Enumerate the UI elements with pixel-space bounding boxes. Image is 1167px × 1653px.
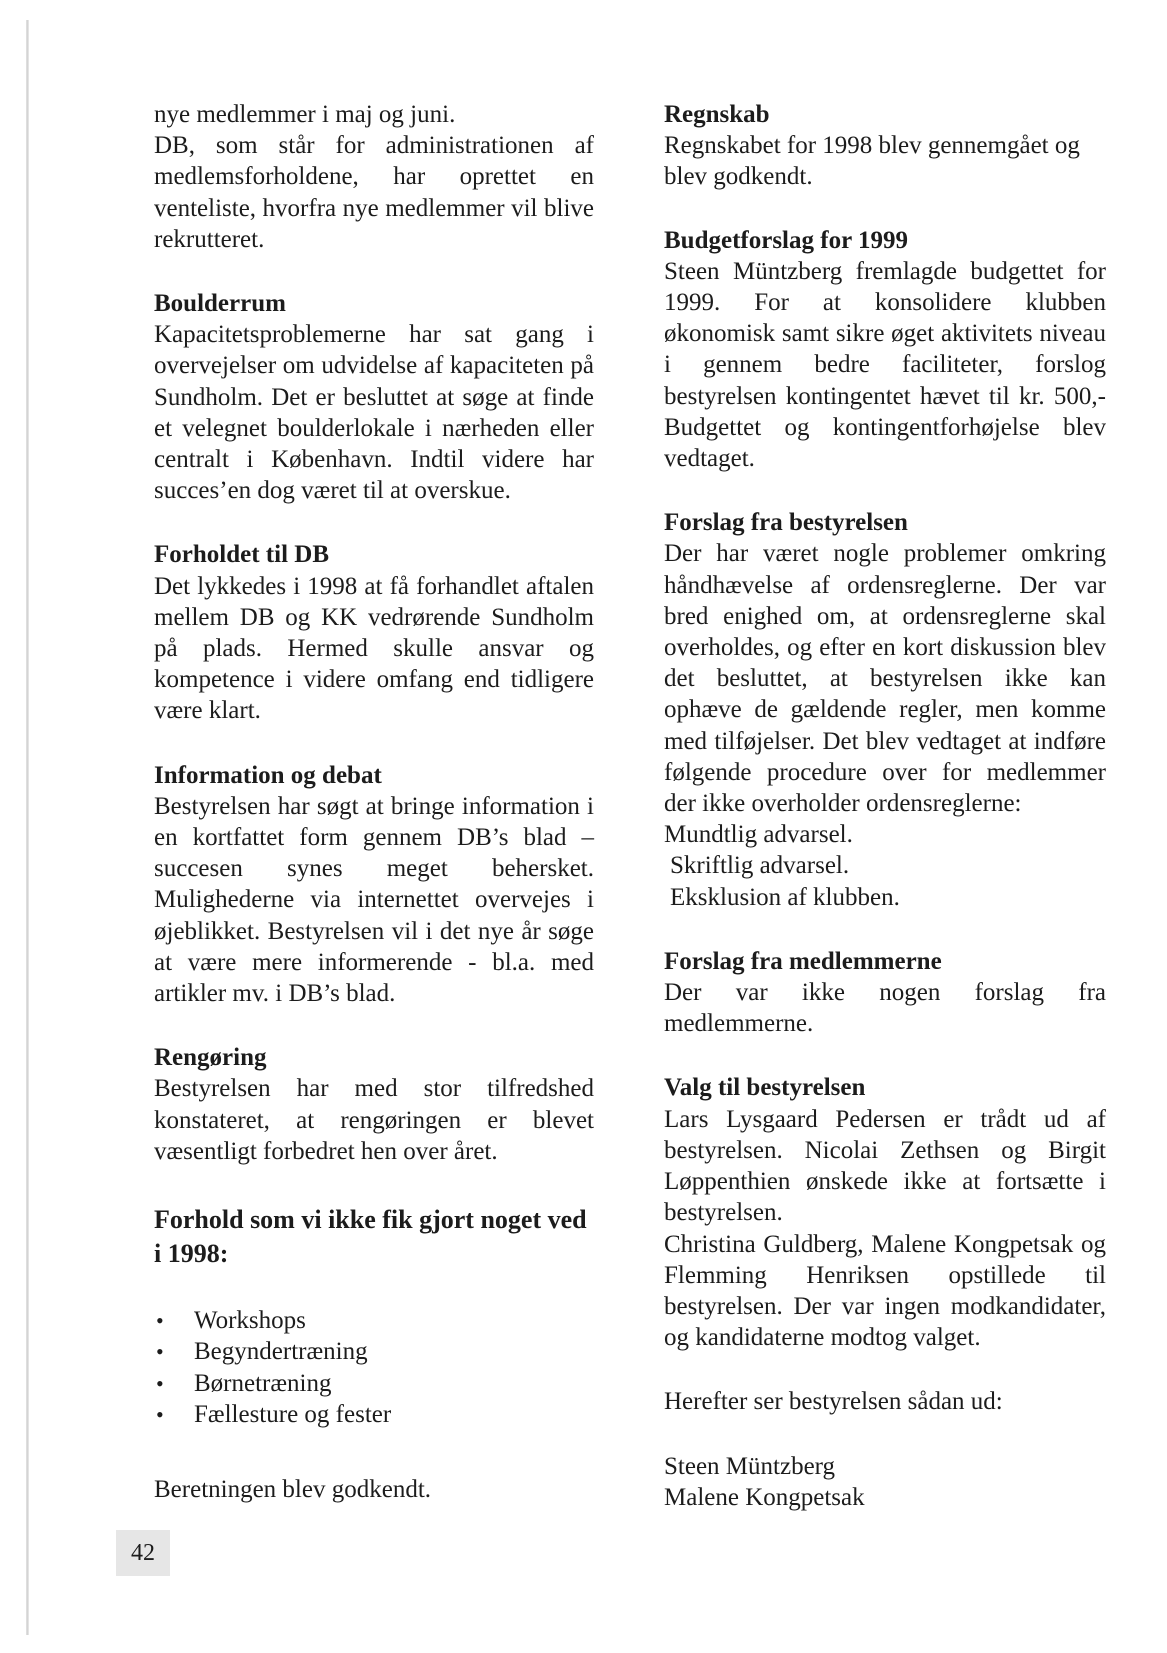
list-item: • Workshops xyxy=(154,1305,594,1336)
intro-paragraph: DB, som står for administrationen af medlemsforholdene, har oprettet en venteliste, hvorfra nye medlemmer vil blive rekrutteret. xyxy=(154,132,594,253)
list-item: • Begyndertræning xyxy=(154,1336,594,1367)
not-done-list xyxy=(154,1305,594,1430)
section-text: Steen Müntzberg fremlagde budgettet for 1999. For at konsolidere klubben økonomisk samt sikre øget aktivitets niveau i gennem bedre faciliteter, forslog bestyrelsen kontingentet hævet til kr. 500,- Budgettet og kontingentforhøjelse blev vedtaget. xyxy=(664,257,1106,473)
section-forslag-medlemmerne xyxy=(664,946,1106,1040)
list-item: • Børnetræning xyxy=(154,1368,594,1399)
left-column xyxy=(154,99,594,1505)
page-gutter-shadow xyxy=(26,20,29,1635)
section-heading: Boulderrum xyxy=(154,290,286,318)
section-text: Der har været nogle problemer omkring håndhævelse af ordensreglerne. Der var bred enighed om, at ordensreglerne skal overholdes, og efter en kort diskussion blev det besluttet, at bestyrelsen ikke kan ophæve de gældende regler, men komme med tilføjelser. Det blev vedtaget at indføre følgende procedure over for medlemmer der ikke overholder ordensreglerne: xyxy=(664,540,1106,818)
section-valg xyxy=(664,1072,1106,1353)
section-text: Christina Guldberg, Malene Kongpetsak og Flemming Henriksen opstillede til bestyrelsen. Der var ingen modkandidater, og kandidaterne modtog valget. xyxy=(664,1230,1106,1352)
section-text: Kapacitetsproblemerne har sat gang i overvejelser om udvidelse af kapaciteten på Sundholm. Det er besluttet at søge at finde et velegnet boulderlokale i nærheden eller centralt i København. Indtil videre har succes’en dog været til at overskue. xyxy=(154,321,594,505)
section-text: Bestyrelsen har med stor tilfredshed konstateret, at rengøringen er blevet væsentligt forbedret hen over året. xyxy=(154,1075,594,1165)
section-not-done xyxy=(154,1203,594,1430)
not-done-heading: Forhold som vi ikke fik gjort noget ved i 1998: xyxy=(154,1205,587,1269)
list-item: • Fællesture og fester xyxy=(154,1399,594,1430)
section-boulderrum xyxy=(154,288,594,506)
intro-line-1: nye medlemmer i maj og juni. xyxy=(154,101,456,128)
section-budgetforslag xyxy=(664,225,1106,475)
section-rengoring xyxy=(154,1042,594,1167)
board-intro: Herefter ser bestyrelsen sådan ud: xyxy=(664,1388,1003,1416)
right-column xyxy=(664,99,1106,1513)
page-number: 42 xyxy=(116,1530,170,1576)
section-heading: Budgetforslag for 1999 xyxy=(664,226,908,254)
section-text: Regnskabet for 1998 blev gennemgået og blev godkendt. xyxy=(664,132,1080,191)
section-text: Lars Lysgaard Pedersen er trådt ud af bestyrelsen. Nicolai Zethsen og Birgit Løppenthien ønskede ikke at fortsætte i bestyrelsen. xyxy=(664,1105,1106,1227)
section-heading: Forslag fra bestyrelsen xyxy=(664,509,908,537)
section-text: Der var ikke nogen forslag fra medlemmerne. xyxy=(664,979,1106,1038)
section-heading: Rengøring xyxy=(154,1044,267,1072)
closing-line: Beretningen blev godkendt. xyxy=(154,1475,432,1503)
section-forslag-bestyrelsen xyxy=(664,507,1106,913)
section-heading: Regnskab xyxy=(664,101,770,128)
section-regnskab xyxy=(664,99,1106,193)
section-text: Det lykkedes i 1998 at få forhandlet aftalen mellem DB og KK vedrørende Sundholm på plads. Hermed skulle ansvar og kompetence i videre omfang end tidligere være klart. xyxy=(154,572,594,725)
board-members xyxy=(664,1451,1106,1513)
section-information-og-debat xyxy=(154,760,594,1010)
section-heading: Valg til bestyrelsen xyxy=(664,1074,866,1102)
section-heading: Forholdet til DB xyxy=(154,541,329,569)
section-text: Bestyrelsen har søgt at bringe information i en kortfattet form gennem DB’s blad – succesen synes meget behersket. Mulighederne via internettet overvejes i øjeblikket. Bestyrelsen vil i det nye år søge at være mere informerende - bl.a. med artikler mv. i DB’s blad. xyxy=(154,792,594,1008)
procedure-step: Mundtlig advarsel. xyxy=(664,821,853,849)
board-member: Steen Müntzberg xyxy=(664,1452,836,1480)
section-heading: Forslag fra medlemmerne xyxy=(664,947,942,975)
procedure-step: Eksklusion af klubben. xyxy=(670,883,900,911)
board-member: Malene Kongpetsak xyxy=(664,1483,865,1511)
section-forholdet-til-db xyxy=(154,539,594,726)
procedure-step: Skriftlig advarsel. xyxy=(670,852,850,880)
section-heading: Information og debat xyxy=(154,761,382,789)
